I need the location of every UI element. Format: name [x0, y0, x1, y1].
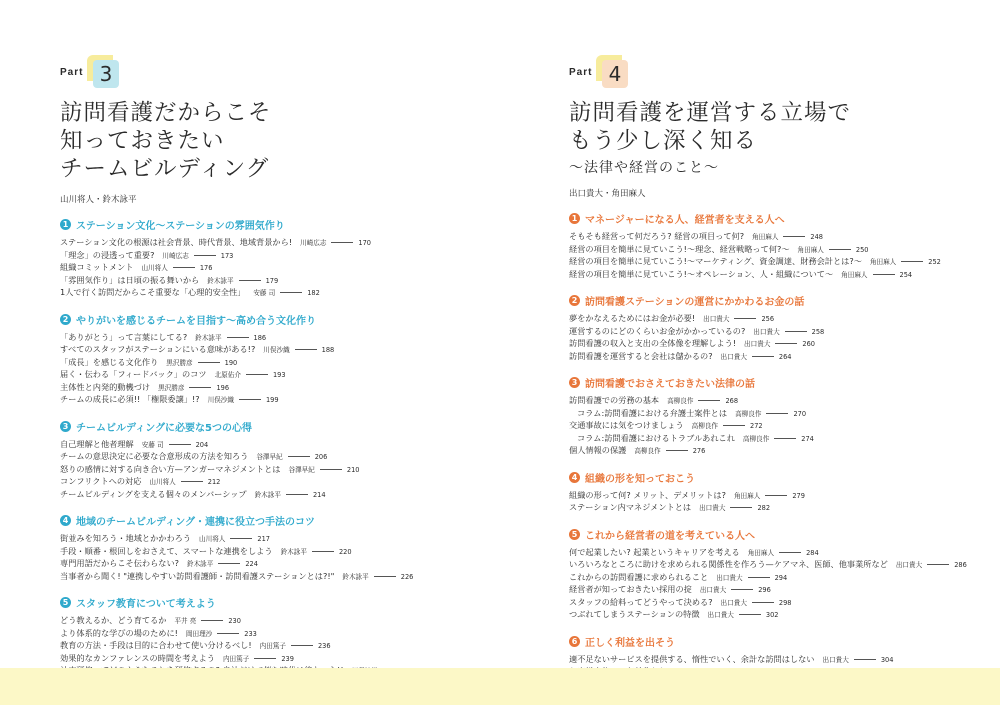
- toc-entry: [60, 439, 460, 452]
- toc-entry: [569, 502, 969, 515]
- entry-title: スタッフの給料ってどうやって決める?: [569, 596, 713, 607]
- entry-page: 193: [272, 371, 286, 379]
- entry-page: 214: [312, 490, 326, 499]
- toc-entry: [569, 609, 969, 622]
- entry-page: 276: [692, 447, 706, 455]
- entry-author: 角田麻人: [747, 548, 775, 557]
- entry-title: これからの訪問看護に求められること: [569, 571, 709, 582]
- toc-entry: [60, 451, 460, 464]
- leader-line: [785, 331, 807, 332]
- left-page: [60, 0, 460, 678]
- leader-line: [230, 538, 252, 539]
- part-number: 4: [602, 60, 628, 88]
- section-number: 5: [60, 597, 71, 608]
- entry-title: 訪問看護の収入と支出の全体像を理解しよう!: [569, 338, 737, 348]
- leader-line: [173, 267, 195, 268]
- leader-line: [734, 318, 756, 319]
- part-header: [60, 55, 460, 95]
- toc-entry: [60, 489, 460, 502]
- entry-title: 届く・伝わる「フィードバック」のコツ: [60, 369, 207, 379]
- section-heading: [569, 293, 969, 308]
- part-title: 訪問看護だからこそ 知っておきたい チームビルディング: [60, 100, 272, 182]
- entry-title: 運営するのにどのくらいお金がかかっているの?: [569, 325, 746, 336]
- leader-line: [239, 399, 261, 400]
- right-page: [569, 0, 969, 691]
- toc-entry: [60, 332, 460, 345]
- toc-entry: [60, 615, 460, 628]
- entry-title: 自己理解と他者理解: [60, 438, 134, 449]
- section-title: 組織の形を知っておこう: [585, 473, 695, 485]
- section-title: 訪問看護でおさえておきたい法律の話: [585, 379, 755, 390]
- entry-title: 何で起業したい? 起業というキャリアを考える: [569, 546, 740, 557]
- toc-section: [569, 293, 969, 363]
- entry-title: 経営の項目を簡単に見ていこう!〜オペレーション、人・組織について〜: [569, 268, 834, 279]
- leader-line: [217, 633, 239, 634]
- toc-section: [569, 470, 969, 515]
- entry-page: 226: [400, 572, 414, 581]
- entry-author: 内田篤子: [259, 642, 286, 650]
- entry-title: チームビルディングを支える個々のメンバーシップ: [60, 488, 247, 499]
- section-number: 6: [569, 636, 580, 647]
- entry-page: 224: [245, 560, 258, 568]
- entry-author: 角田麻人: [733, 491, 761, 500]
- leader-line: [779, 552, 801, 553]
- entry-author: 角田麻人: [752, 233, 779, 241]
- entry-page: 206: [314, 453, 328, 461]
- entry-page: 170: [358, 239, 372, 247]
- entry-author: 出口貴大: [744, 340, 771, 348]
- section-title: やりがいを感じるチームを目指す〜高め合う文化作り: [76, 315, 316, 327]
- toc-entry: [60, 262, 460, 275]
- toc-entry: [60, 357, 460, 370]
- leader-line: [239, 280, 261, 281]
- toc-section: [569, 211, 969, 281]
- part-authors: 山川将人・鈴木詠平: [60, 195, 137, 205]
- toc-entry: [60, 382, 460, 395]
- toc-entry: [60, 640, 460, 653]
- toc-entry: [60, 464, 460, 477]
- entry-author: 内田篤子: [222, 654, 250, 663]
- entry-author: 鈴木詠平: [342, 572, 369, 581]
- part-number-badge: [87, 55, 121, 87]
- toc-entry: [569, 269, 969, 282]
- toc-entry: [60, 558, 460, 571]
- entry-title: チームの意思決定に必要な合意形成の方法を知ろう: [60, 451, 249, 461]
- leader-line: [765, 495, 787, 496]
- toc-entry: [60, 546, 460, 559]
- section-heading: [60, 217, 460, 232]
- entry-page: 230: [228, 617, 241, 625]
- entry-author: 高柳良作: [691, 422, 719, 430]
- toc-section: [60, 595, 460, 678]
- part-subtitle: 〜法律や経営のこと〜: [569, 160, 719, 176]
- leader-line: [748, 577, 770, 578]
- toc-entry: [60, 394, 460, 407]
- entry-page: 258: [811, 327, 825, 336]
- entry-title: 主体性と内発的動機づけ: [60, 381, 151, 392]
- section-title: これから経営者の道を考えている人へ: [585, 530, 755, 542]
- entry-author: 鈴木詠平: [254, 490, 281, 499]
- entry-author: 川俣沙織: [263, 346, 290, 354]
- leader-line: [291, 645, 313, 646]
- entry-title: 個人情報の保護: [569, 445, 627, 455]
- leader-line: [723, 425, 745, 426]
- entry-author: 高柳良作: [667, 397, 694, 405]
- toc-entry: [60, 250, 460, 263]
- entry-page: 256: [761, 315, 775, 323]
- entry-page: 239: [281, 654, 294, 663]
- entry-page: 220: [338, 547, 352, 556]
- leader-line: [774, 438, 796, 439]
- entry-page: 248: [810, 233, 824, 241]
- leader-line: [288, 456, 310, 457]
- entry-title: コラム:訪問看護におけるトラブルあれこれ: [577, 432, 735, 443]
- toc-entry: [60, 571, 460, 584]
- toc-entry: [569, 547, 969, 560]
- toc-entry: [569, 313, 969, 326]
- section-list: [60, 217, 460, 678]
- toc-entry: [60, 476, 460, 489]
- entry-author: 出口貴大: [707, 611, 734, 619]
- part-label: Part: [569, 67, 593, 78]
- toc-entry: [569, 584, 969, 597]
- leader-line: [854, 659, 876, 660]
- toc-entry: [569, 420, 969, 433]
- entry-author: 谷澤早紀: [256, 453, 283, 461]
- entry-page: 252: [928, 258, 941, 266]
- footer-band: [0, 668, 1000, 705]
- entry-author: 川崎広志: [300, 239, 327, 247]
- entry-page: 176: [199, 264, 213, 272]
- leader-line: [873, 274, 895, 275]
- entry-title: 手段・順番・根回しをおさえて、スマートな連携をしよう: [60, 545, 273, 556]
- entry-title: 夢をかなえるためにはお金が必要!: [569, 313, 696, 323]
- entry-title: 訪問看護を運営すると会社は儲かるの?: [569, 350, 713, 361]
- leader-line: [766, 413, 788, 414]
- entry-author: 高柳良作: [634, 447, 661, 455]
- leader-line: [829, 249, 851, 250]
- toc-section: [60, 513, 460, 583]
- toc-section: [569, 375, 969, 458]
- toc-entry: [60, 369, 460, 382]
- leader-line: [312, 551, 334, 552]
- entry-title: つぶれてしまうステーションの特徴: [569, 609, 700, 619]
- leader-line: [201, 620, 223, 621]
- entry-author: 角田麻人: [797, 245, 824, 254]
- entry-title: 「成長」を感じる文化作り: [60, 356, 159, 367]
- leader-line: [666, 450, 688, 451]
- entry-title: 交通事故には気をつけましょう: [569, 420, 684, 430]
- toc-entry: [569, 395, 969, 408]
- part-number-badge: [596, 55, 630, 87]
- toc-entry: [60, 628, 460, 641]
- entry-author: 黒沢勝彦: [158, 383, 185, 392]
- leader-line: [295, 349, 317, 350]
- toc-entry: [60, 344, 460, 357]
- entry-author: 出口貴大: [699, 586, 727, 594]
- toc-section: [569, 527, 969, 622]
- entry-title: 専門用語だからこそ伝わらない?: [60, 558, 179, 568]
- toc-section: [60, 312, 460, 407]
- leader-line: [783, 236, 805, 237]
- leader-line: [698, 400, 720, 401]
- entry-author: 北原佑介: [214, 371, 241, 379]
- leader-line: [775, 343, 797, 344]
- entry-title: 組織の形って何? メリット、デメリットは?: [569, 489, 726, 500]
- section-title: ステーション文化〜ステーションの雰囲気作り: [76, 221, 285, 232]
- leader-line: [246, 374, 268, 375]
- section-title: スタッフ教育について考えよう: [76, 599, 216, 610]
- entry-page: 304: [880, 655, 894, 664]
- leader-line: [227, 337, 249, 338]
- leader-line: [731, 589, 753, 590]
- toc-entry: [60, 275, 460, 288]
- section-number: 4: [569, 472, 580, 483]
- section-number: 1: [60, 219, 71, 230]
- section-heading: [569, 634, 969, 649]
- leader-line: [752, 602, 774, 603]
- leader-line: [286, 494, 308, 495]
- toc-entry: [60, 533, 460, 546]
- entry-title: チームの成長に必須!! 「権限委譲」!?: [60, 394, 200, 404]
- entry-title: 怒りの感情に対する向き合い方—アンガーマネジメントとは: [60, 463, 281, 474]
- toc-entry: [569, 654, 969, 667]
- entry-title: 「理念」の浸透って重要?: [60, 249, 155, 260]
- entry-title: 「雰囲気作り」は日頃の振る舞いから: [60, 274, 200, 285]
- entry-author: 山川将人: [199, 535, 226, 543]
- entry-author: 鈴木詠平: [207, 276, 234, 285]
- section-list: [569, 211, 969, 691]
- leader-line: [181, 481, 203, 482]
- entry-author: 谷澤早紀: [288, 465, 315, 474]
- toc-entry: [60, 237, 460, 250]
- entry-title: どう教えるか、どう育てるか: [60, 615, 167, 625]
- entry-author: 高柳良作: [735, 409, 762, 418]
- entry-author: 川崎広志: [162, 251, 189, 260]
- entry-page: 264: [778, 352, 792, 361]
- entry-title: そもそも経営って何だろう? 経営の項目って何?: [569, 231, 745, 241]
- entry-author: 高柳良作: [742, 434, 770, 443]
- entry-title: 経営の項目を簡単に見ていこう!〜マーケティング、資金調達、財務会計とは?〜: [569, 256, 862, 266]
- entry-title: ステーション文化の根源は社会背景、時代背景、地域背景から!: [60, 237, 293, 247]
- entry-title: 経営の項目を簡単に見ていこう!〜理念、経営戦略って何?〜: [569, 243, 790, 254]
- toc-entry: [569, 597, 969, 610]
- section-heading: [569, 211, 969, 226]
- entry-author: 出口貴大: [703, 315, 730, 323]
- entry-title: 教育の方法・手段は目的に合わせて使い分けるべし!: [60, 640, 252, 650]
- section-heading: [60, 419, 460, 434]
- toc-entry: [569, 408, 969, 421]
- entry-author: 角田麻人: [869, 258, 897, 266]
- section-number: 4: [60, 515, 71, 526]
- entry-author: 鈴木詠平: [195, 333, 222, 342]
- entry-page: 173: [220, 251, 234, 260]
- entry-author: 出口貴大: [699, 504, 726, 512]
- entry-page: 204: [195, 440, 209, 449]
- section-heading: [569, 470, 969, 485]
- entry-page: 268: [725, 397, 739, 405]
- section-number: 3: [569, 377, 580, 388]
- toc-entry: [569, 490, 969, 503]
- leader-line: [254, 658, 276, 659]
- entry-page: 260: [802, 340, 816, 348]
- toc-entry: [569, 445, 969, 458]
- entry-author: 角田麻人: [841, 270, 868, 279]
- entry-page: 274: [801, 434, 814, 443]
- entry-title: 適不足ないサービスを提供する、惰性でいく、余計な訪問はしない: [569, 653, 815, 664]
- section-number: 5: [569, 529, 580, 540]
- part-number: 3: [93, 60, 119, 88]
- leader-line: [927, 564, 949, 565]
- entry-page: 217: [257, 535, 270, 543]
- part-label: Part: [60, 67, 84, 78]
- entry-author: 出口貴大: [822, 655, 849, 664]
- entry-page: 294: [774, 573, 788, 582]
- leader-line: [752, 356, 774, 357]
- leader-line: [189, 387, 211, 388]
- section-number: 1: [569, 213, 580, 224]
- leader-line: [901, 261, 923, 262]
- entry-page: 254: [899, 270, 913, 279]
- toc-entry: [60, 287, 460, 300]
- entry-title: 訪問看護での労務の基本: [569, 395, 660, 405]
- entry-title: すべてのスタッフがステーションにいる意味がある!?: [60, 344, 256, 354]
- entry-page: 272: [750, 422, 763, 430]
- entry-title: より体系的な学びの場のために!: [60, 627, 178, 638]
- toc-section: [60, 217, 460, 300]
- entry-page: 302: [765, 611, 779, 619]
- entry-title: ステーション内マネジメントとは: [569, 502, 692, 512]
- entry-title: コンフリクトへの対応: [60, 476, 142, 486]
- entry-title: 経営者が知っておきたい採用の掟: [569, 584, 692, 594]
- entry-author: 川俣沙織: [207, 396, 234, 404]
- entry-author: 出口貴大: [753, 327, 780, 336]
- entry-page: 298: [778, 598, 792, 607]
- entry-page: 212: [207, 478, 221, 486]
- entry-title: 「ありがとう」って言葉にしてる?: [60, 331, 188, 342]
- entry-title: 1人で行く訪問だからこそ重要な「心理的安全性」: [60, 287, 246, 297]
- entry-author: 岡田理沙: [185, 629, 213, 638]
- entry-page: 284: [806, 548, 819, 557]
- entry-author: 鈴木詠平: [186, 560, 214, 568]
- entry-page: 199: [265, 396, 279, 404]
- section-title: 地域のチームビルディング・連携に役立つ手法のコツ: [76, 517, 315, 528]
- section-heading: [60, 513, 460, 528]
- entry-author: 安藤 司: [141, 440, 164, 449]
- entry-author: 出口貴大: [716, 573, 743, 582]
- entry-page: 296: [758, 586, 771, 594]
- entry-page: 196: [216, 383, 230, 392]
- entry-author: 出口貴大: [720, 598, 747, 607]
- toc-entry: [569, 572, 969, 585]
- entry-author: 黒沢勝彦: [166, 358, 193, 367]
- section-heading: [60, 595, 460, 610]
- section-title: 訪問看護ステーションの運営にかかわるお金の話: [585, 297, 805, 308]
- entry-author: 山川将人: [149, 478, 176, 486]
- entry-page: 233: [244, 629, 257, 638]
- section-heading: [569, 527, 969, 542]
- entry-page: 279: [792, 491, 805, 500]
- entry-page: 210: [346, 465, 360, 474]
- entry-author: 出口貴大: [895, 561, 923, 569]
- leader-line: [218, 563, 240, 564]
- toc-entry: [569, 244, 969, 257]
- leader-line: [280, 292, 302, 293]
- leader-line: [374, 576, 396, 577]
- part-authors: 出口貴大・角田麻人: [569, 189, 646, 199]
- toc-entry: [569, 433, 969, 446]
- leader-line: [331, 242, 353, 243]
- toc-entry: [569, 256, 969, 269]
- section-heading: [60, 312, 460, 327]
- entry-page: 186: [253, 333, 267, 342]
- section-title: 正しく利益を出そう: [585, 637, 675, 649]
- section-number: 2: [60, 314, 71, 325]
- entry-title: 当事者から聞く! "連携しやすい訪問看護師・訪問看護ステーションとは?!": [60, 570, 335, 581]
- leader-line: [730, 507, 752, 508]
- leader-line: [739, 614, 761, 615]
- entry-author: 安藤 司: [253, 289, 276, 297]
- entry-title: 街並みを知ろう・地域とかかわろう: [60, 533, 192, 543]
- leader-line: [194, 255, 216, 256]
- toc-section: [60, 419, 460, 502]
- entry-author: 平井 亮: [174, 617, 197, 625]
- entry-page: 179: [265, 276, 279, 285]
- entry-page: 236: [317, 642, 331, 650]
- entry-title: いろいろなところに助けを求められる関係性を作ろう—ケアマネ、医師、他事業所など: [569, 559, 888, 569]
- leader-line: [320, 469, 342, 470]
- entry-page: 286: [954, 561, 967, 569]
- entry-page: 188: [321, 346, 335, 354]
- toc-entry: [569, 559, 969, 572]
- section-title: チームビルディングに必要な5つの心得: [76, 422, 252, 434]
- section-title: マネージャーになる人、経営者を支える人へ: [585, 215, 785, 226]
- entry-title: 効果的なカンファレンスの時間を考えよう: [60, 652, 215, 663]
- part-header: [569, 55, 969, 95]
- leader-line: [169, 444, 191, 445]
- toc-entry: [60, 653, 460, 666]
- entry-title: 組織コミットメント: [60, 262, 134, 272]
- section-number: 2: [569, 295, 580, 306]
- entry-author: 出口貴大: [720, 352, 747, 361]
- entry-page: 190: [224, 358, 238, 367]
- section-heading: [569, 375, 969, 390]
- entry-page: 250: [855, 245, 869, 254]
- toc-entry: [569, 326, 969, 339]
- entry-title: コラム:訪問看護における弁護士案件とは: [577, 407, 728, 418]
- entry-page: 270: [793, 409, 807, 418]
- toc-entry: [569, 351, 969, 364]
- entry-page: 282: [757, 504, 771, 512]
- part-title: 訪問看護を運営する立場で もう少し深く知る: [569, 100, 852, 154]
- entry-author: 山川将人: [141, 264, 168, 272]
- toc-entry: [569, 338, 969, 351]
- leader-line: [198, 362, 220, 363]
- entry-page: 182: [307, 289, 320, 297]
- toc-entry: [569, 231, 969, 244]
- section-number: 3: [60, 421, 71, 432]
- entry-author: 鈴木詠平: [280, 547, 307, 556]
